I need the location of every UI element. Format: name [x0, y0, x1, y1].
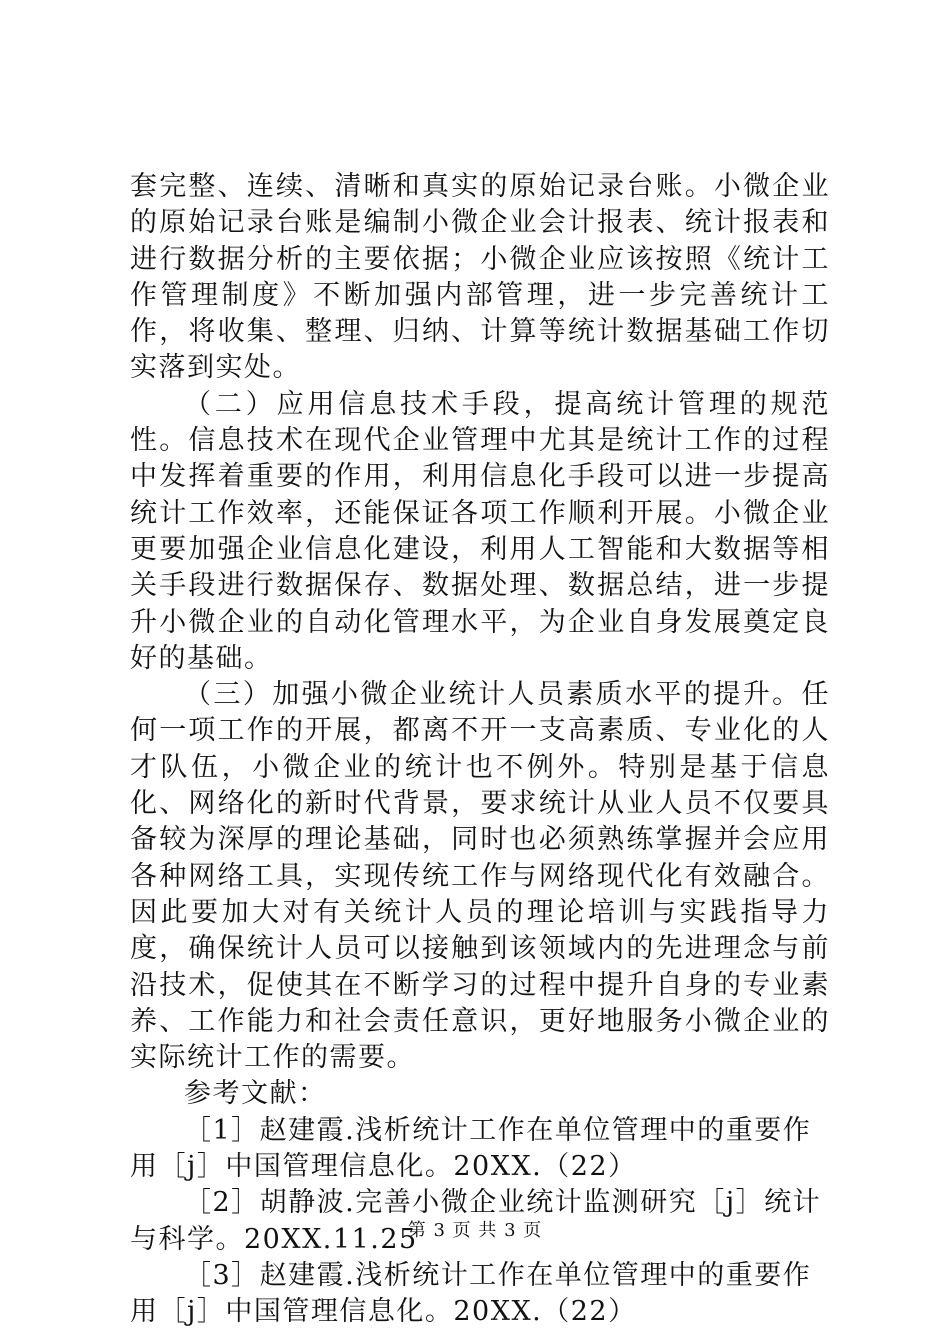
paragraph-continuation: 套完整、连续、清晰和真实的原始记录台账。小微企业的原始记录台账是编制小微企业会计报表、统计报表和进行数据分析的主要依据；小微企业应该按照《统计工作管理制度》不断加强内部管理，进一步完善统计工作，将收集、整理、归纳、计算等统计数据基础工作切实落到实处。 [130, 171, 830, 384]
paragraph-section-3: （三）加强小微企业统计人员素质水平的提升。任何一项工作的开展，都离不开一支高素质、专业化的人才队伍，小微企业的统计也不例外。特别是基于信息化、网络化的新时代背景，要求统计从业人员不仅要具备较为深厚的理论基础，同时也必须熟练掌握并会应用各种网络工具，实现传统工作与网络现代化有效融合。因此要加大对有关统计人员的理论培训与实践指导力度，确保统计人员可以接触到该领域内的先进理念与前沿技术，促使其在不断学习的过程中提升自身的专业素养、工作能力和社会责任意识，更好地服务小微企业的实际统计工作的需要。 [130, 679, 830, 1074]
paragraph-section-2: （二）应用信息技术手段，提高统计管理的规范性。信息技术在现代企业管理中尤其是统计工作的过程中发挥着重要的作用，利用信息化手段可以进一步提高统计工作效率，还能保证各项工作顺利开展。小微企业更要加强企业信息化建设，利用人工智能和大数据等相关手段进行数据保存、数据处理、数据总结，进一步提升小微企业的自动化管理水平，为企业自身发展奠定良好的基础。 [130, 388, 830, 674]
references-heading: 参考文献： [184, 1078, 327, 1110]
reference-item-1: ［1］赵建霞.浅析统计工作在单位管理中的重要作用［j］中国管理信息化。20XX.（22） [130, 1114, 812, 1183]
page-number-footer: 第 3 页 共 3 页 [407, 1220, 543, 1241]
reference-item-3: ［3］赵建霞.浅析统计工作在单位管理中的重要作用［j］中国管理信息化。20XX.（22） [130, 1259, 812, 1328]
document-body [130, 169, 830, 1331]
reference-item-2: ［2］胡静波.完善小微企业统计监测研究［j］统计与科学。20XX.11.25 [130, 1187, 822, 1255]
